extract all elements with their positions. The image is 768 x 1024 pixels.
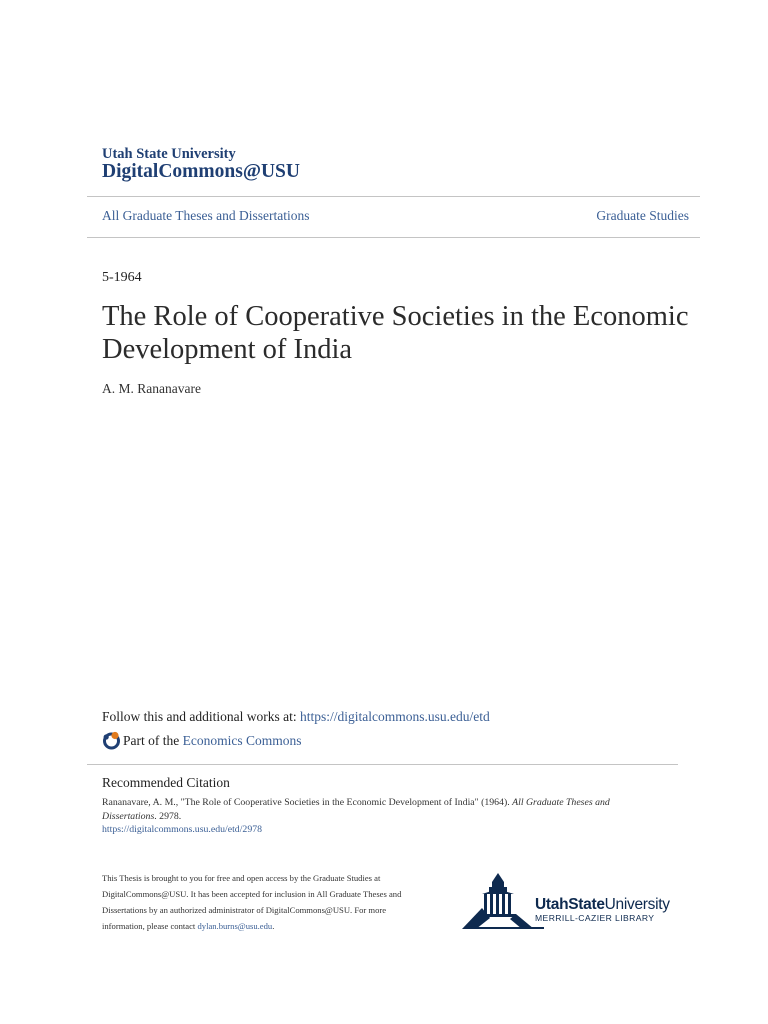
document-title: The Role of Cooperative Societies in the Economic Development of India [102,301,689,365]
author-name: A. M. Rananavare [102,381,201,396]
follow-prefix: Follow this and additional works at: [102,709,297,724]
university-name: Utah State University [102,146,236,162]
logo-name-bold: UtahState [535,896,605,913]
department-link[interactable]: Graduate Studies [596,208,689,223]
commons-network-icon [102,731,121,750]
publication-date: 5-1964 [102,270,142,285]
partof-prefix: Part of the [123,732,180,748]
header-divider-top [87,196,700,197]
notice-text: This Thesis is brought to you for free and open access by the Graduate Studies at DigitalCommons@USU. It has been accepted for inclusion in All Graduate Theses and Dissertations by an authorized administrator of DigitalCommons@USU. For more information, please contact [102,873,402,931]
economics-commons-link[interactable]: Economics Commons [182,732,302,748]
citation-plain: Rananavare, A. M., "The Role of Cooperative Societies in the Economic Development of India" (1964). [102,797,513,808]
citation-heading: Recommended Citation [102,775,230,790]
citation-text [102,796,662,824]
logo-wordmark [535,896,670,914]
header-divider-bottom [87,237,700,238]
repository-name: DigitalCommons@USU [102,161,300,182]
citation-url-link[interactable]: https://digitalcommons.usu.edu/etd/2978 [102,824,263,835]
contact-email-link[interactable]: dylan.burns@usu.edu [197,921,273,931]
logo-name-regular: University [604,896,670,913]
partof-line [102,731,302,750]
citation-divider [87,764,678,765]
citation-number: . 2978. [154,811,182,822]
citation-series: All Graduate Theses and Dissertations [102,797,610,822]
collection-link[interactable]: All Graduate Theses and Dissertations [102,208,310,223]
notice-end: . [272,921,275,931]
access-notice [102,870,402,934]
follow-url-link[interactable]: https://digitalcommons.usu.edu/etd [300,709,490,724]
logo-library-name: MERRILL-CAZIER LIBRARY [535,913,655,923]
follow-line [102,709,490,725]
